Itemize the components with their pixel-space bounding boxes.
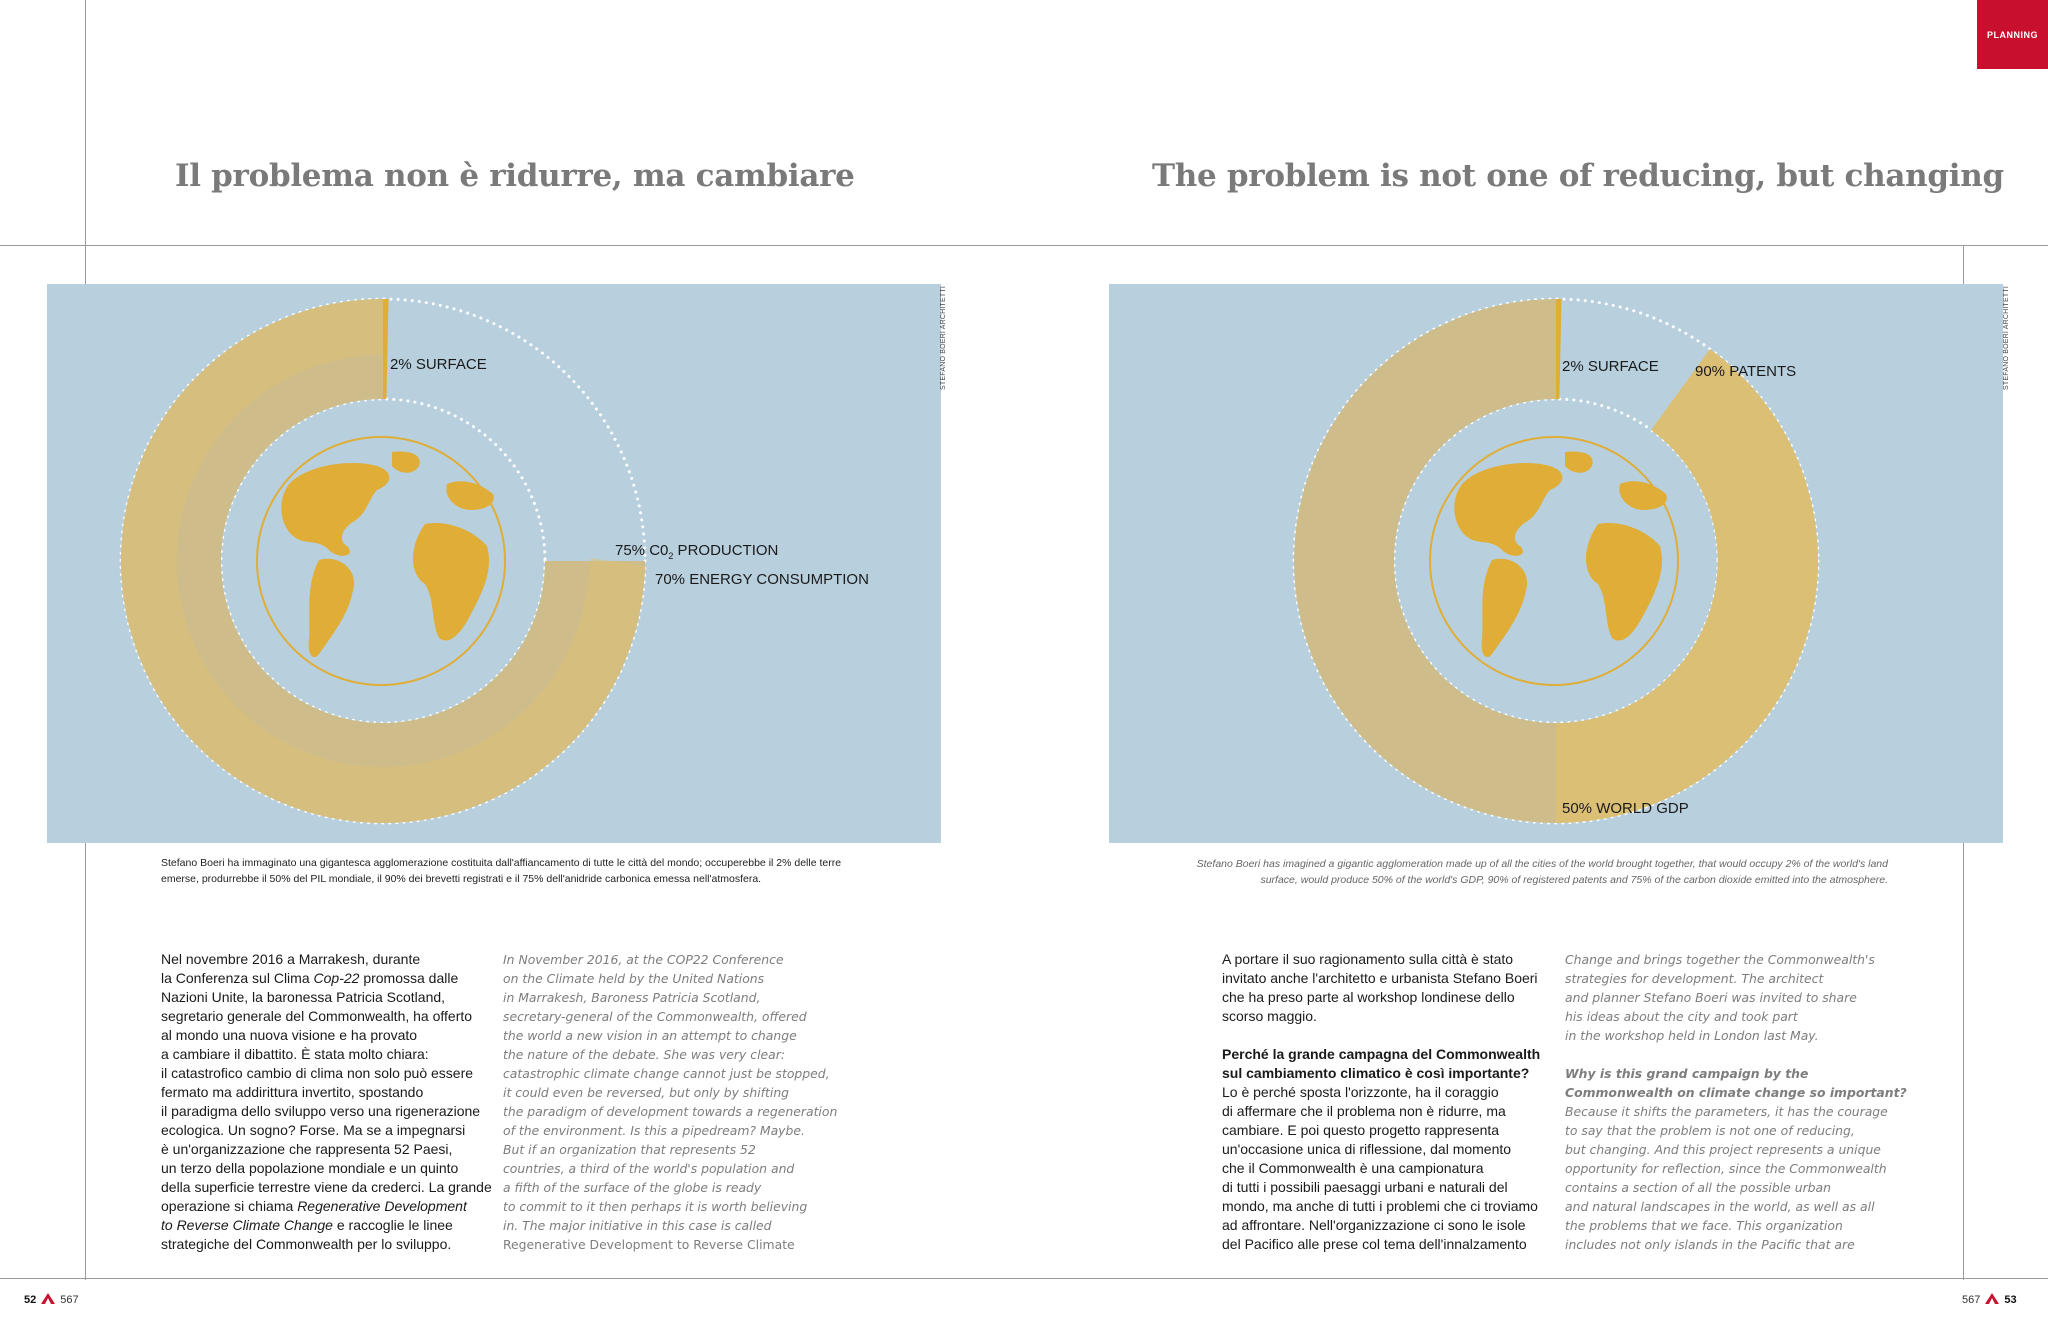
surface-wedge [1556,299,1562,399]
folio-left [24,1293,79,1307]
figure-left [47,284,941,843]
photo-credit-left: STEFANO BOERI ARCHITETTI [940,286,947,390]
page-number-left: 52 [24,1294,37,1306]
header-rule [0,245,2048,246]
issue-number-right: 567 [1962,1294,1981,1306]
label-patents: 90% PATENTS [1695,363,1797,380]
body-italian-col2: A portare il suo ragionamento sulla città è stato invitato anche l'architetto e urbanista Stefano Boeri che ha preso parte al workshop londinese dello scorso maggio. Perché la grande campagna del Commonwealth sul cambiamento climatico è così importante? Lo è perché sposta l'orizzonte, ha il coraggio di affermare che il problema non è ridurre, ma cambiare. E poi questo progetto rappresenta un'occasione unica di riflessione, dal momento che il Commonwealth è una campionatura di tutti i possibili paesaggi urbani e naturali del mondo, ma anche di tutti i problemi che ci troviamo ad affrontare. Nell'organizzazione ci sono le isole del Pacifico alle prese col tema dell'innalzamento [1222,951,1541,1252]
city-globe-diagram-left [47,284,941,843]
caption-english: Stefano Boeri has imagined a gigantic agglomeration made up of all the cities of the world brought together, that would occupy 2% of the world's land surface, would produce 50% of the world's GDP, 90% of registered patents and 75% of the carbon dioxide emitted into the atmosphere. [1196,858,1888,886]
surface-wedge [383,299,389,399]
figure-right [1109,284,2003,843]
folio-right [1962,1293,2017,1307]
section-tab: PLANNING [1977,0,2048,69]
label-surface: 2% SURFACE [1562,358,1659,375]
label-co2-production: 75% $C0_2$ PRODUCTION [615,542,779,561]
headline-italian: Il problema non è ridurre, ma cambiare [175,158,855,194]
issue-number-left: 567 [60,1294,79,1306]
abitare-logo-icon [1985,1293,1999,1307]
photo-credit-right: STEFANO BOERI ARCHITETTI [2003,286,2010,390]
abitare-logo-icon [41,1293,55,1307]
footer-rule [0,1278,2048,1279]
label-world-gdp: 50% WORLD GDP [1562,800,1689,817]
page-number-right: 53 [2004,1294,2017,1306]
label-energy-consumption: 70% ENERGY CONSUMPTION [655,571,869,588]
city-globe-diagram-right [1109,284,2003,843]
headline-english: The problem is not one of reducing, but changing [1152,158,2004,194]
label-surface: 2% SURFACE [390,356,487,373]
body-italian-col1: Nel novembre 2016 a Marrakesh, durante la Conferenza sul Clima Cop-22 promossa dalle Nazioni Unite, la baronessa Patricia Scotland, segretario generale del Commonwealth, ha offerto al mondo una nuova visione e ha provato a cambiare il dibattito. È stata molto chiara: il catastrofico cambio di clima non solo può essere fermato ma addirittura invertito, spostando il paradigma dello sviluppo verso una rigenerazione ecologica. Un sogno? Forse. Ma se a impegnarsi è un'organizzazione che rappresenta 52 Paesi, un terzo della popolazione mondiale e un quinto della superficie terrestre viene da crederci. La grande operazione si chiama Regenerative Development to Reverse Climate Change e raccoglie le linee strategiche del Commonwealth per lo sviluppo. [161,951,492,1252]
body-english-col1: In November 2016, at the COP22 Conference on the Climate held by the United Nations in Marrakesh, Baroness Patricia Scotland, secretary-general of the Commonwealth, offered the world a new vision in an attempt to change the nature of the debate. She was very clear: catastrophic climate change cannot just be stopped, it could even be reversed, but only by shifting the paradigm of development towards a regeneration of the environment. Is this a pipedream? Maybe. But if an organization that represents 52 countries, a third of the world's population and a fifth of the surface of the globe is ready to commit to it then perhaps it is worth believing in. The major initiative in this case is called Regenerative Development to Reverse Climate [503,952,838,1252]
body-english-col2: Change and brings together the Commonwealth's strategies for development. The architect and planner Stefano Boeri was invited to share his ideas about the city and took part in the workshop held in London last May. Why is this grand campaign by the Commonwealth on climate change so important? Because it shifts the parameters, it has the courage to say that the problem is not one of reducing, but changing. And this project represents a unique opportunity for reflection, since the Commonwealth contains a section of all the possible urban and natural landscapes in the world, as well as all the problems that we face. This organization includes not only islands in the Pacific that are [1565,952,1907,1252]
caption-italian: Stefano Boeri ha immaginato una gigantesca agglomerazione costituita dall'affiancamento di tutte le città del mondo; occuperebbe il 2% delle terre emerse, produrrebbe il 50% del PIL mondiale, il 90% dei brevetti registrati e il 75% dell'anidride carbonica emessa nell'atmosfera. [161,857,842,885]
